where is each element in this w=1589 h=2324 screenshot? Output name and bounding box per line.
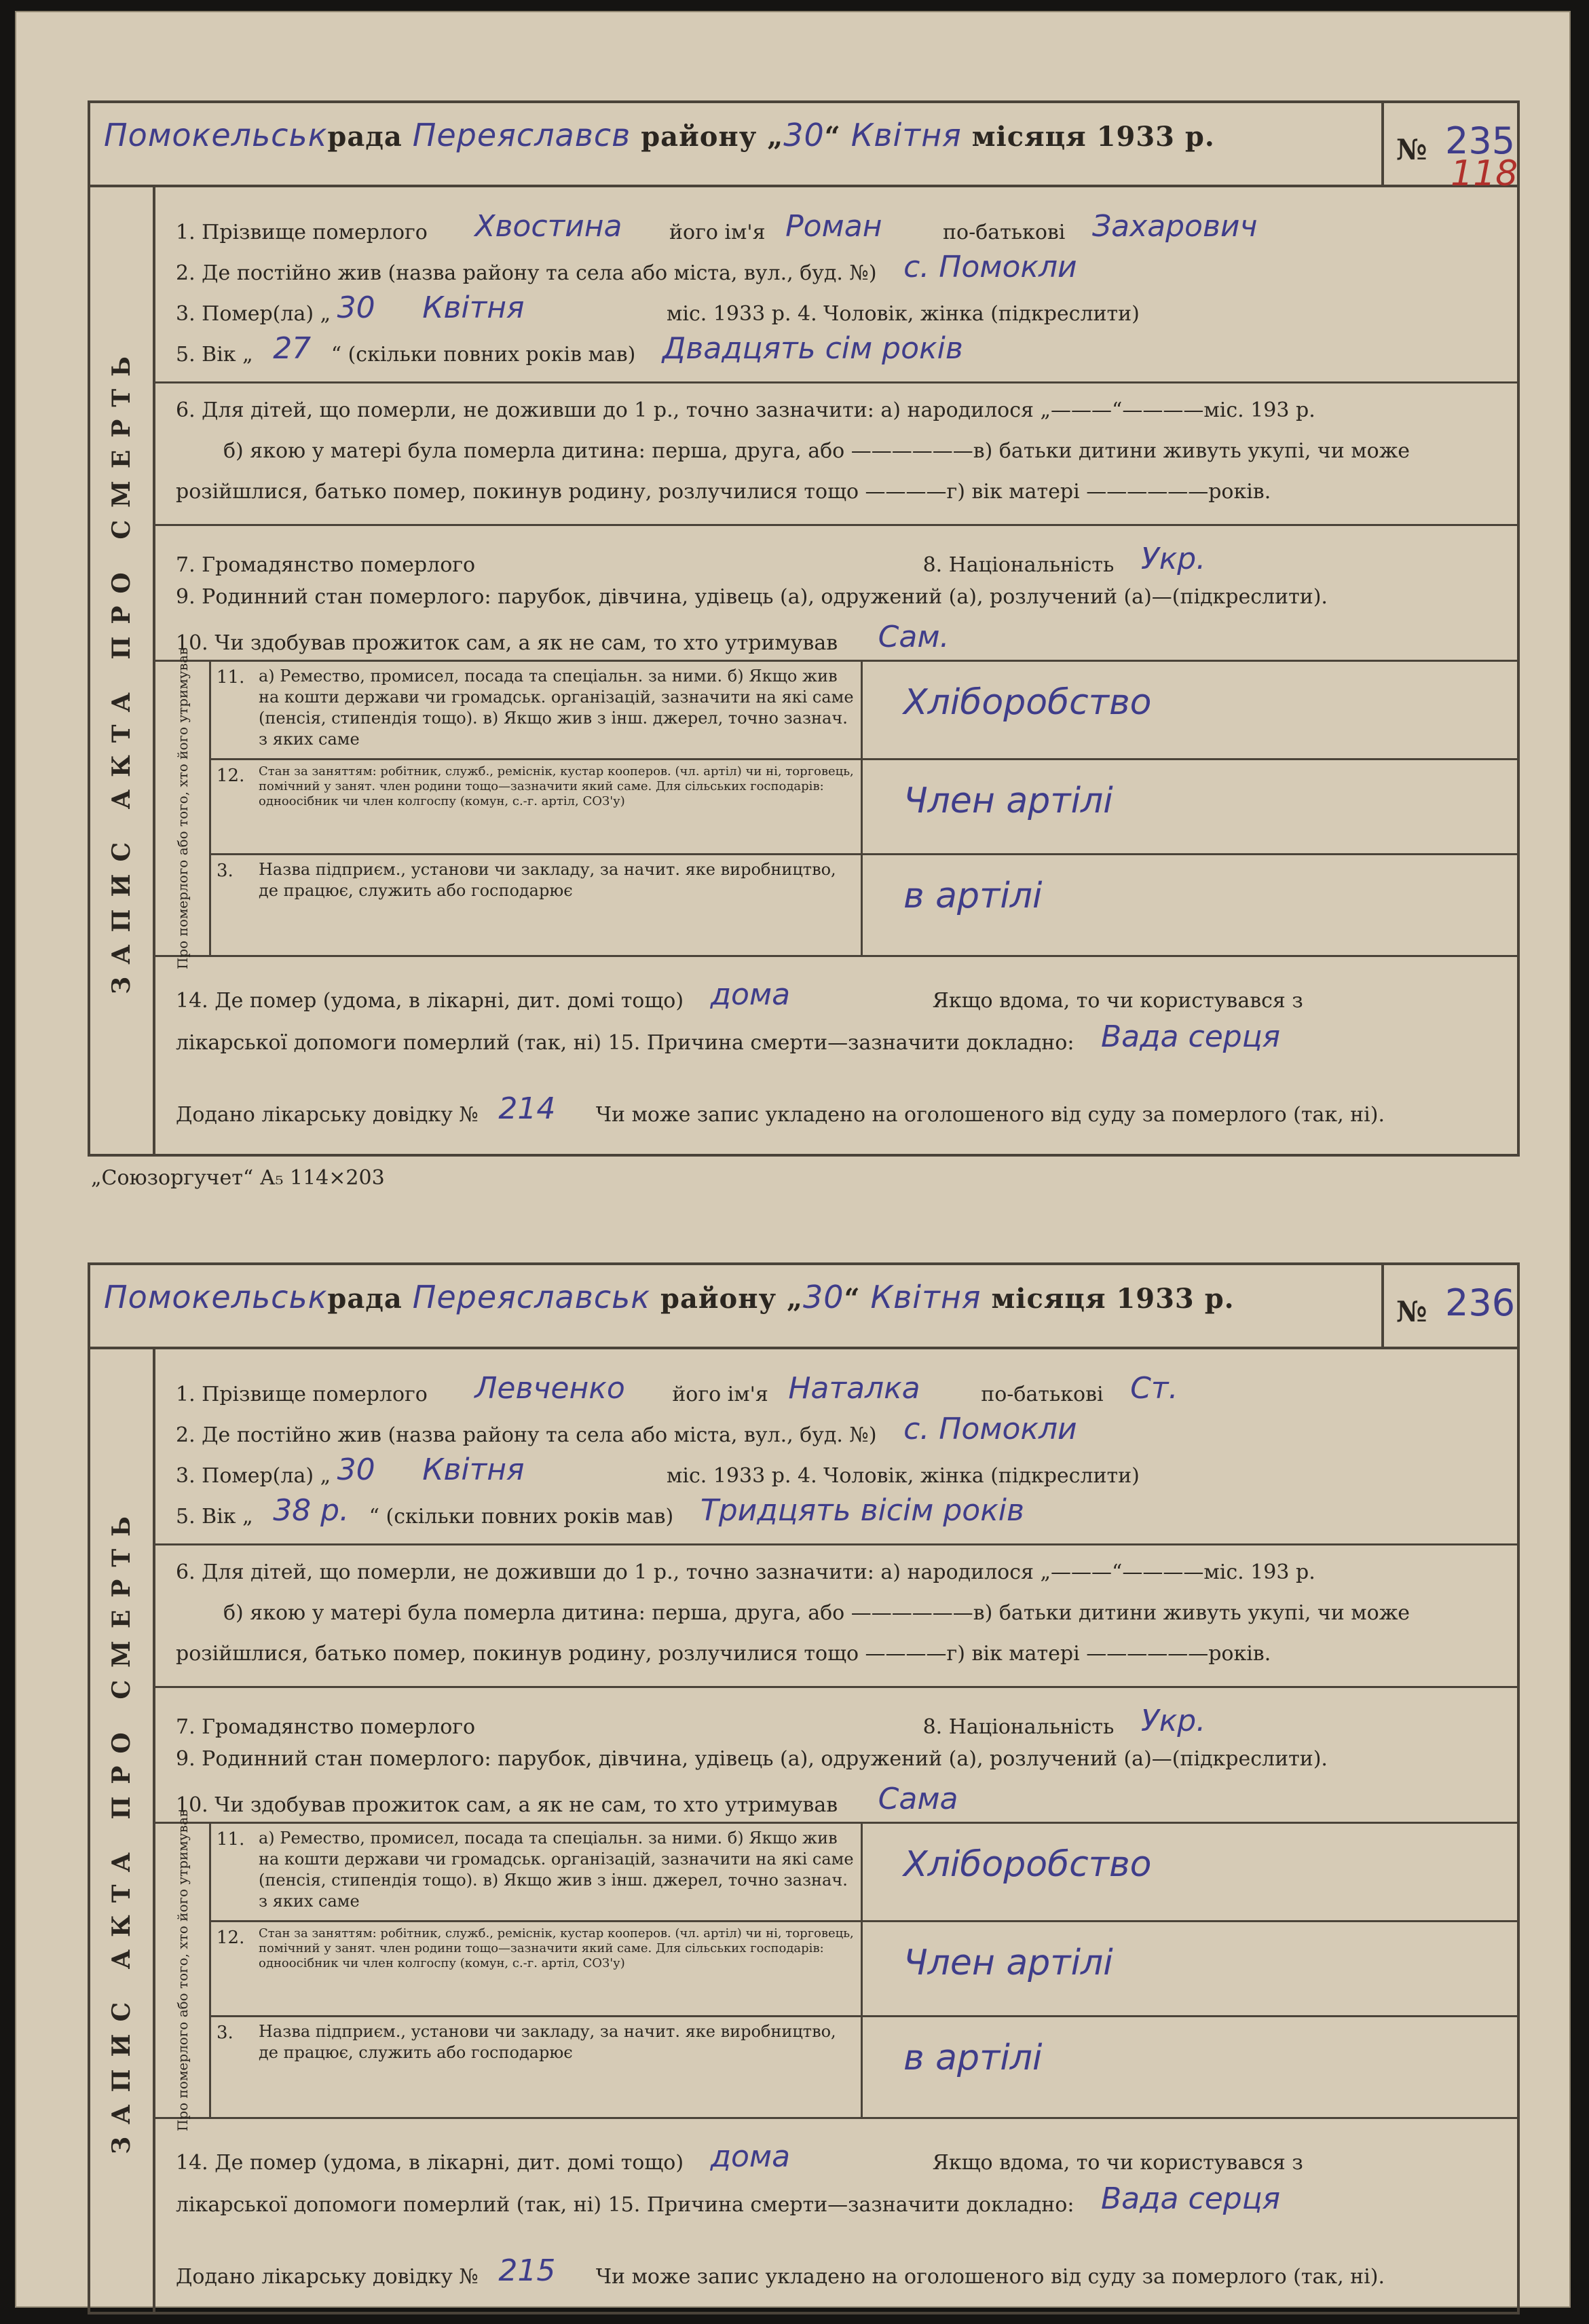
field-residence: 2. Де постійно жив (назва району та села або міста, вул., буд. №) с. Помокли <box>176 1412 1077 1447</box>
death-record-form-1 <box>88 100 1520 1157</box>
age-words: Двадцять сім років <box>662 331 963 366</box>
certificate-number: 215 <box>498 2253 556 2288</box>
supporter: Сама <box>878 1782 958 1816</box>
death-day: 30 <box>337 290 375 325</box>
field-age: 5. Вік „ 38 р. “ (скільки повних років мав) Тридцять вісім років <box>176 1493 1024 1529</box>
workplace-answer: в артілі <box>903 876 1043 916</box>
field-death-date: 3. Помер(ла) „ 30 Квітня міс. 1933 р. 4. Чоловік, жінка (підкреслити) <box>176 1452 1140 1488</box>
header-line: Помокельськрада Переяславськ району „30“ Квітня місяця 1933 р. <box>104 1279 1235 1315</box>
record-number: 235 <box>1445 119 1516 162</box>
certificate-number: 214 <box>498 1091 556 1126</box>
village-council: Помокельськ <box>104 1279 328 1315</box>
residence: с. Помокли <box>903 250 1077 284</box>
field-citizenship: 7. Громадянство померлого 8. Національність Укр. <box>176 1704 1206 1739</box>
surname: Левченко <box>474 1371 625 1406</box>
age-number: 38 р. <box>273 1493 350 1528</box>
header-line: Помокельськрада Переяславсв району „30“ Квітня місяця 1933 р. <box>104 117 1215 153</box>
death-day: 30 <box>337 1452 375 1487</box>
form-body: 1. Прізвище померлого Хвостина його ім'я Роман по-батькові Захарович 2. Де постійно жив (назва району та села або міста, вул., буд. №) с. Помокли 3. Помер(ла) „ 30 Квітня міс. 1933 р. 4. Чоловік, жінка (підкреслити) 5. Вік „ 27 “ (скільки повних років мав) Двадцять сім років 6. Для дітей, що померли, не доживши до 1 р., точно зазначити: а) народилося „———“————міс. 193 р. б) якою у матері була померла дитина: перша, друга, або ——————в) батьки дитини живуть укупі, чи може розійшлися, батько помер, покинув родину, розлучилися тощо ————г) вік матері ——————років. 7. Громадянство померлого 8. Національність Укр. 9. Родинний стан померлого: парубок, дівчина, удівець (а), одружений (а), розлучений (а)—(підкреслити). 10. Чи здобував прожиток сам, а як не сам, то хто утримував Сам. Про померлого або того, хто його утримував 11. а) Ремество, промисел, посада та спеціальн. за ними. б) Якщо жив на кошти держави чи громадськ. організацій, зазначити на які саме (пенсія, стипендія тощо). в) Якщо жив з інш. джерел, точно зазнач. з яких саме 12. Стан за заняттям: робітник, служб., реміснік, кустар кооперов. (чл. артіл) чи ні, торговець, помічний у занят. член родини тощо—зазначити який саме. Для сільських господарів: одноосібник чи член колгоспу (комун, с.-г. артіл, СОЗ'у) 3. Назва підприєм., установи чи закладу, за начит. яке виробництво, де працює, служить або господарює Хліборобство Член артілі в артілі 14. Де помер (удома, в лікарні, дит. домі тощо) дома Якщо вдома, то чи користувався з лікарської допомоги померлий (так, ні) 15. Причина смерти—зазначити докладно: Вада серця Додано лікарську довідку № 214 Чи може запис укладено на оголошеного від суду за померлого (так, ні). <box>155 185 1517 1154</box>
death-place: дома <box>710 2139 791 2174</box>
field-death-place: 14. Де помер (удома, в лікарні, дит. домі тощо) дома Якщо вдома, то чи користувався з <box>176 2139 1303 2175</box>
field-names: 1. Прізвище померлого Левченко його ім'я Наталка по-батькові Ст. <box>176 1371 1178 1406</box>
occupation-table: Про померлого або того, хто його утримував 11. а) Ремество, промисел, посада та спеціальн. за ними. б) Якщо жив на кошти держави чи громадськ. організацій, зазначити на які саме (пенсія, стипендія тощо). в) Якщо жив з інш. джерел, точно зазнач. з яких саме 12. Стан за заняттям: робітник, служб., реміснік, кустар кооперов. (чл. артіл) чи ні, торговець, помічний у занят. член родини тощо—зазначити який саме. Для сільських господарів: одноосібник чи член колгоспу (комун, с.-г. артіл, СОЗ'у) 3. Назва підприєм., установи чи закладу, за начит. яке виробництво, де працює, служить або господарює Хліборобство Член артілі в артілі <box>155 660 1517 957</box>
district-name: Переяславськ <box>412 1279 651 1315</box>
given-name: Роман <box>785 209 882 244</box>
form-header <box>90 103 1518 194</box>
surname: Хвостина <box>474 209 622 244</box>
occupation-answer: Хліборобство <box>903 1844 1152 1885</box>
age-number: 27 <box>273 331 312 366</box>
workplace-answer: в артілі <box>903 2038 1043 2078</box>
header-day: 30 <box>783 117 825 153</box>
record-number-box: № 235 118 <box>1381 103 1517 185</box>
village-council: Помокельськ <box>104 117 328 153</box>
field-death-cause: лікарської допомоги померлий (так, ні) 15. Причина смерти—зазначити докладно: Вада серця <box>176 1019 1281 1055</box>
given-name: Наталка <box>788 1371 920 1406</box>
death-record-form-2 <box>88 1262 1520 2314</box>
side-title: ЗАПИС АКТА ПРО СМЕРТЬ <box>90 185 155 1154</box>
nationality: Укр. <box>1140 542 1206 576</box>
field-death-cause: лікарської допомоги померлий (так, ні) 15. Причина смерти—зазначити докладно: Вада серця <box>176 2181 1281 2217</box>
form-header <box>90 1265 1517 1349</box>
nationality: Укр. <box>1140 1704 1206 1738</box>
field-age: 5. Вік „ 27 “ (скільки повних років мав) Двадцять сім років <box>176 331 963 367</box>
header-year: 1933 <box>1116 1283 1195 1315</box>
death-month: Квітня <box>422 290 525 325</box>
field-certificate: Додано лікарську довідку № 214 Чи може запис укладено на оголошеного від суду за померлого (так, ні). <box>176 1091 1385 1127</box>
occupation-table: Про померлого або того, хто його утримував 11. а) Ремество, промисел, посада та спеціальн. за ними. б) Якщо жив на кошти держави чи громадськ. організацій, зазначити на які саме (пенсія, стипендія тощо). в) Якщо жив з інш. джерел, точно зазнач. з яких саме 12. Стан за заняттям: робітник, служб., реміснік, кустар кооперов. (чл. артіл) чи ні, торговець, помічний у занят. член родини тощо—зазначити який саме. Для сільських господарів: одноосібник чи член колгоспу (комун, с.-г. артіл, СОЗ'у) 3. Назва підприєм., установи чи закладу, за начит. яке виробництво, де працює, служить або господарює Хліборобство Член артілі в артілі <box>155 1822 1517 2119</box>
side-title: ЗАПИС АКТА ПРО СМЕРТЬ <box>90 1347 155 2312</box>
printer-imprint: „Союзоргучет“ А₅ 114×203 <box>91 1166 385 1190</box>
residence: с. Помокли <box>903 1412 1077 1446</box>
age-words: Тридцять вісім років <box>700 1493 1024 1528</box>
header-month: Квітня <box>870 1279 982 1315</box>
header-day: 30 <box>803 1279 844 1315</box>
field-death-date: 3. Помер(ла) „ 30 Квітня міс. 1933 р. 4. Чоловік, жінка (підкреслити) <box>176 290 1140 326</box>
header-month: Квітня <box>850 117 962 153</box>
field-supporter: 10. Чи здобував прожиток сам, а як не сам, то хто утримував Сам. <box>176 620 950 655</box>
status-answer: Член артілі <box>903 781 1113 821</box>
field-supporter: 10. Чи здобував прожиток сам, а як не сам, то хто утримував Сама <box>176 1782 958 1817</box>
death-month: Квітня <box>422 1452 525 1487</box>
death-cause: Вада серця <box>1100 1019 1281 1054</box>
record-number: 236 <box>1445 1281 1516 1324</box>
death-cause: Вада серця <box>1100 2181 1281 2216</box>
occupation-answer: Хліборобство <box>903 682 1152 723</box>
death-place: дома <box>710 977 791 1012</box>
record-number-red: 118 <box>1451 153 1518 194</box>
status-answer: Член артілі <box>903 1943 1113 1983</box>
field-death-place: 14. Де помер (удома, в лікарні, дит. домі тощо) дома Якщо вдома, то чи користувався з <box>176 977 1303 1013</box>
field-citizenship: 7. Громадянство померлого 8. Національність Укр. <box>176 542 1206 577</box>
district-name: Переяславсв <box>412 117 631 153</box>
patronymic: Захарович <box>1091 209 1258 244</box>
field-names: 1. Прізвище померлого Хвостина його ім'я Роман по-батькові Захарович <box>176 209 1258 244</box>
field-certificate: Додано лікарську довідку № 215 Чи може запис укладено на оголошеного від суду за померлого (так, ні). <box>176 2253 1385 2289</box>
patronymic: Ст. <box>1130 1371 1178 1406</box>
document-page <box>15 11 1571 2308</box>
header-year: 1933 <box>1096 121 1175 153</box>
supporter: Сам. <box>878 620 950 654</box>
field-residence: 2. Де постійно жив (назва району та села або міста, вул., буд. №) с. Помокли <box>176 250 1077 285</box>
record-number-box: № 236 <box>1381 1265 1517 1347</box>
form-body: 1. Прізвище померлого Левченко його ім'я Наталка по-батькові Ст. 2. Де постійно жив (назва району та села або міста, вул., буд. №) с. Помокли 3. Помер(ла) „ 30 Квітня міс. 1933 р. 4. Чоловік, жінка (підкреслити) 5. Вік „ 38 р. “ (скільки повних років мав) Тридцять вісім років 6. Для дітей, що померли, не доживши до 1 р., точно зазначити: а) народилося „———“————міс. 193 р. б) якою у матері була померла дитина: перша, друга, або ——————в) батьки дитини живуть укупі, чи може розійшлися, батько помер, покинув родину, розлучилися тощо ————г) вік матері ——————років. 7. Громадянство померлого 8. Національність Укр. 9. Родинний стан померлого: парубок, дівчина, удівець (а), одружений (а), розлучений (а)—(підкреслити). 10. Чи здобував прожиток сам, а як не сам, то хто утримував Сама Про померлого або того, хто його утримував 11. а) Ремество, промисел, посада та спеціальн. за ними. б) Якщо жив на кошти держави чи громадськ. організацій, зазначити на які саме (пенсія, стипендія тощо). в) Якщо жив з інш. джерел, точно зазнач. з яких саме 12. Стан за заняттям: робітник, служб., реміснік, кустар кооперов. (чл. артіл) чи ні, торговець, помічний у занят. член родини тощо—зазначити який саме. Для сільських господарів: одноосібник чи член колгоспу (комун, с.-г. артіл, СОЗ'у) 3. Назва підприєм., установи чи закладу, за начит. яке виробництво, де працює, служить або господарює Хліборобство Член артілі в артілі 14. Де помер (удома, в лікарні, дит. домі тощо) дома Якщо вдома, то чи користувався з лікарської допомоги померлий (так, ні) 15. Причина смерти—зазначити докладно: Вада серця Додано лікарську довідку № 215 Чи може запис укладено на оголошеного від суду за померлого (так, ні). <box>155 1347 1517 2312</box>
